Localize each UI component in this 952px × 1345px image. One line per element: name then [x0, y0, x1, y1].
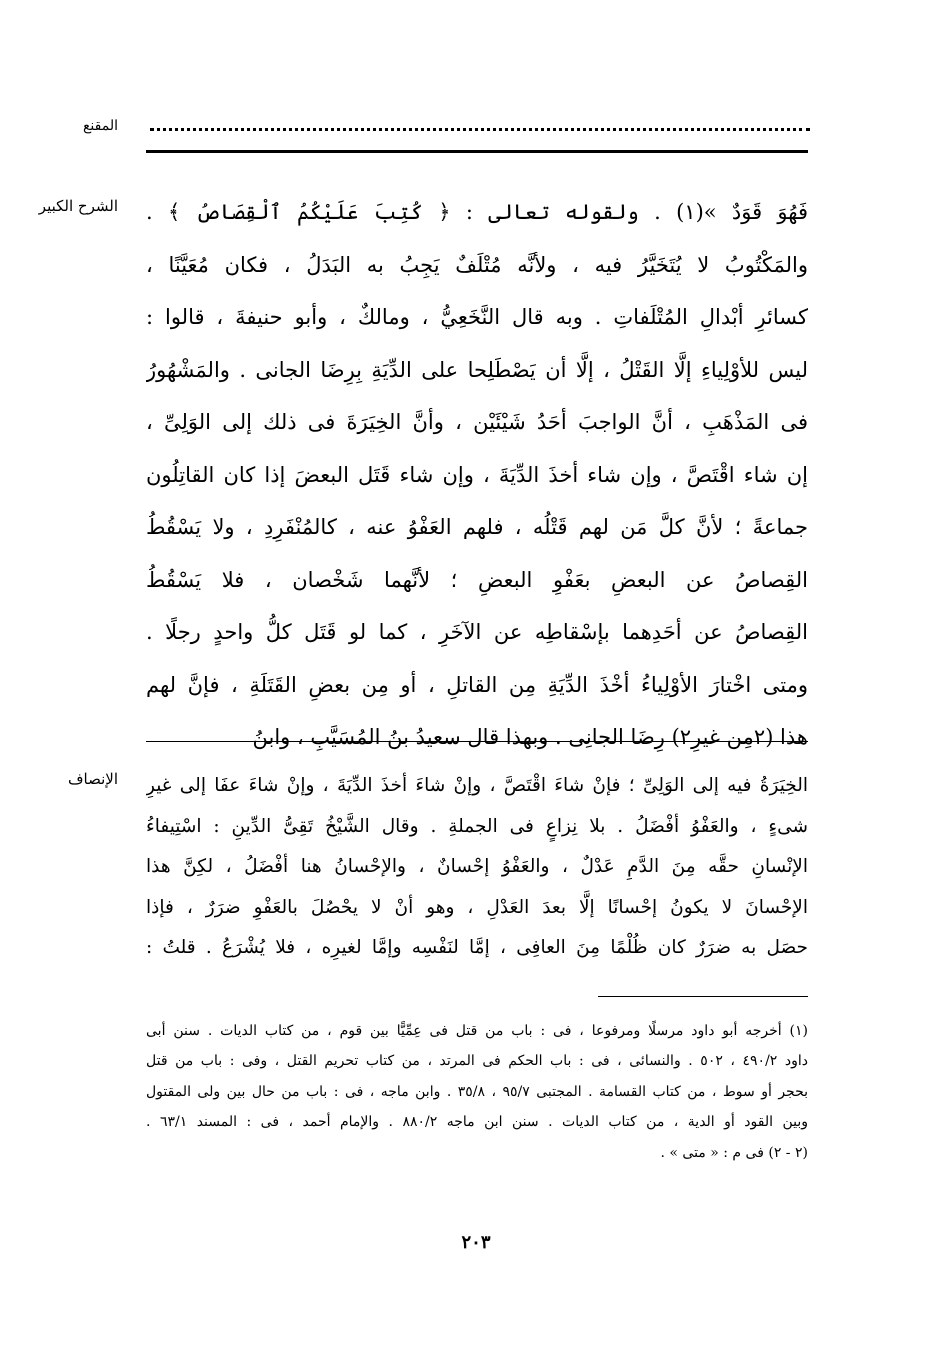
insaf-text-line: شىءٍ ، والعَفْوُ أفْضَلُ . بلا نِزاعٍ فى الجملةِ . وقال الشَّيْخُ تَقِىُّ الدِّينِ : اسْتِيفاءُ — [146, 815, 808, 837]
insaf-text-line: الإنْسانِ حقَّه مِنَ الدَّمِ عَدْلٌ ، والعَفْوُ إحْسانٌ ، والإحْسانُ هنا أفْضَلُ ، لكِنَّ هذا — [146, 856, 808, 878]
main-text-line: كسائرِ أبْدالِ المُتْلَفاتِ . وبه قال النَّخَعِيُّ ، ومالكٌ ، وأبو حنيفةَ ، قالوا : — [146, 305, 808, 329]
main-text-line: هذا (٢مِن غيرِ٢) رِضَا الجانِى . وبهذا قال سعيدُ بنُ المُسَيَّبِ ، وابنُ — [252, 725, 808, 749]
footnote-divider — [598, 996, 808, 997]
insaf-text-line: الخِيَرَةُ فيه إلى الوَلِىِّ ؛ فإنْ شاءَ اقْتَصَّ ، وإنْ شاءَ أخذَ الدِّيَةَ ، وإنْ شاءَ عفَا إلى غيرِ — [146, 775, 808, 796]
side-label-insaf: الإنصاف — [67, 770, 118, 788]
main-text-line: والمَكْتُوبُ لا يُتَخَيَّرُ فيه ، ولأنَّه مُتْلَفٌ يَجِبُ به البَدَلُ ، فكان مُعَيَّنًا ، — [146, 252, 808, 277]
insaf-text-line: حصَل به ضرَرٌ كان ظُلْمًا مِنَ العافِى ، إمَّا لنَفْسِه وإمَّا لغيرِه ، فلا يُشْرَعُ . قلتُ : — [146, 937, 808, 959]
main-text-line: فى المَذْهَبِ ، أنَّ الواجبَ أحَدُ شَيْئَيْن ، وأنَّ الخِيَرَةَ فى ذلك إلى الوَلِىِّ ، — [146, 410, 808, 434]
main-text-line: إن شاء اقْتَصَّ ، وإن شاء أخذَ الدِّيَةَ ، وإن شاء قَتَل البعضَ إذا كان القاتِلُون — [146, 462, 808, 487]
main-text-line: ومتى اخْتارَ الأوْلِياءُ أخْذَ الدِّيَةِ مِن القاتلِ ، أو مِن بعضِ القَتَلَةِ ، فإنَّ لهم — [146, 672, 808, 697]
footnote-line: (٢ - ٢) فى م : « متى » . — [660, 1144, 808, 1161]
footnote-line: داود ٤٩٠/٢ ، ٥٠٢ . والنسائى ، فى : باب الحكم فى المرتد ، من كتاب تحريم القتل ، وفى : باب من قتل — [146, 1053, 808, 1070]
main-text-line: القِصاصُ عن البعضِ بعَفْوِ البعضِ ؛ لأنَّهما شَخْصان ، فلا يَسْقُطُ — [146, 567, 808, 592]
running-head-title: المقنع — [82, 118, 118, 134]
section-divider — [146, 741, 808, 742]
header-rule — [146, 150, 808, 153]
side-label-sharh: الشرح الكبير — [38, 197, 118, 215]
footnotes-block — [146, 1016, 808, 1168]
footnote-line: بحجر أو سوط ، من كتاب القسامة . المجتبى ٩٥/٧ ، ٣٥/٨ . وابن ماجه ، فى : باب من حال بين ولى المقتول — [146, 1083, 808, 1100]
main-text-line: جماعةً ؛ لأنَّ كلَّ مَن لهم قَتْلُه ، فلهم العَفْوُ عنه ، كالمُنْفَرِدِ ، ولا يَسْقُطُ — [146, 515, 808, 539]
footnote-line: (١) أخرجه أبو داود مرسلًا ومرفوعا ، فى : باب من قتل فى عِمِّيًّا بين قوم ، من كتاب الديات . سنن أبى — [146, 1023, 808, 1039]
page-number: ٢٠٣ — [461, 1232, 491, 1253]
insaf-text-block — [146, 766, 808, 969]
insaf-text-line: الإحْسانَ لا يكونُ إحْسانًا إلَّا بعدَ العَدْلِ ، وهو أنْ لا يحْصُلَ بالعَفْوِ ضرَرٌ ، فإذا — [146, 896, 808, 918]
footnote-line: وبين القود أو الدية ، من كتاب الديات . سنن ابن ماجه ٨٨٠/٢ . والإمام أحمد ، فى : المسند ٦٣/١ . — [146, 1114, 808, 1131]
main-text-block — [146, 186, 808, 764]
main-text-line: القِصاصُ عن أحَدِهما بإسْقاطِه عن الآخَرِ ، كما لو قَتَل كلُّ واحدٍ رجلًا . — [146, 620, 808, 644]
main-text-line: ليس للأوْلِياءِ إلَّا القَتْلُ ، إلَّا أن يَصْطَلِحا على الدِّيَةِ بِرِضَا الجانى . والمَشْهُورُ — [146, 357, 808, 382]
header-dotted-rule — [150, 112, 810, 131]
main-text-line: فَهُوَ قَوَدٌ »(١) . ولقوله تعالى : ﴿ كُتِبَ عَلَيْكُمُ ٱلْقِصَاصُ ﴾ . — [146, 200, 808, 224]
